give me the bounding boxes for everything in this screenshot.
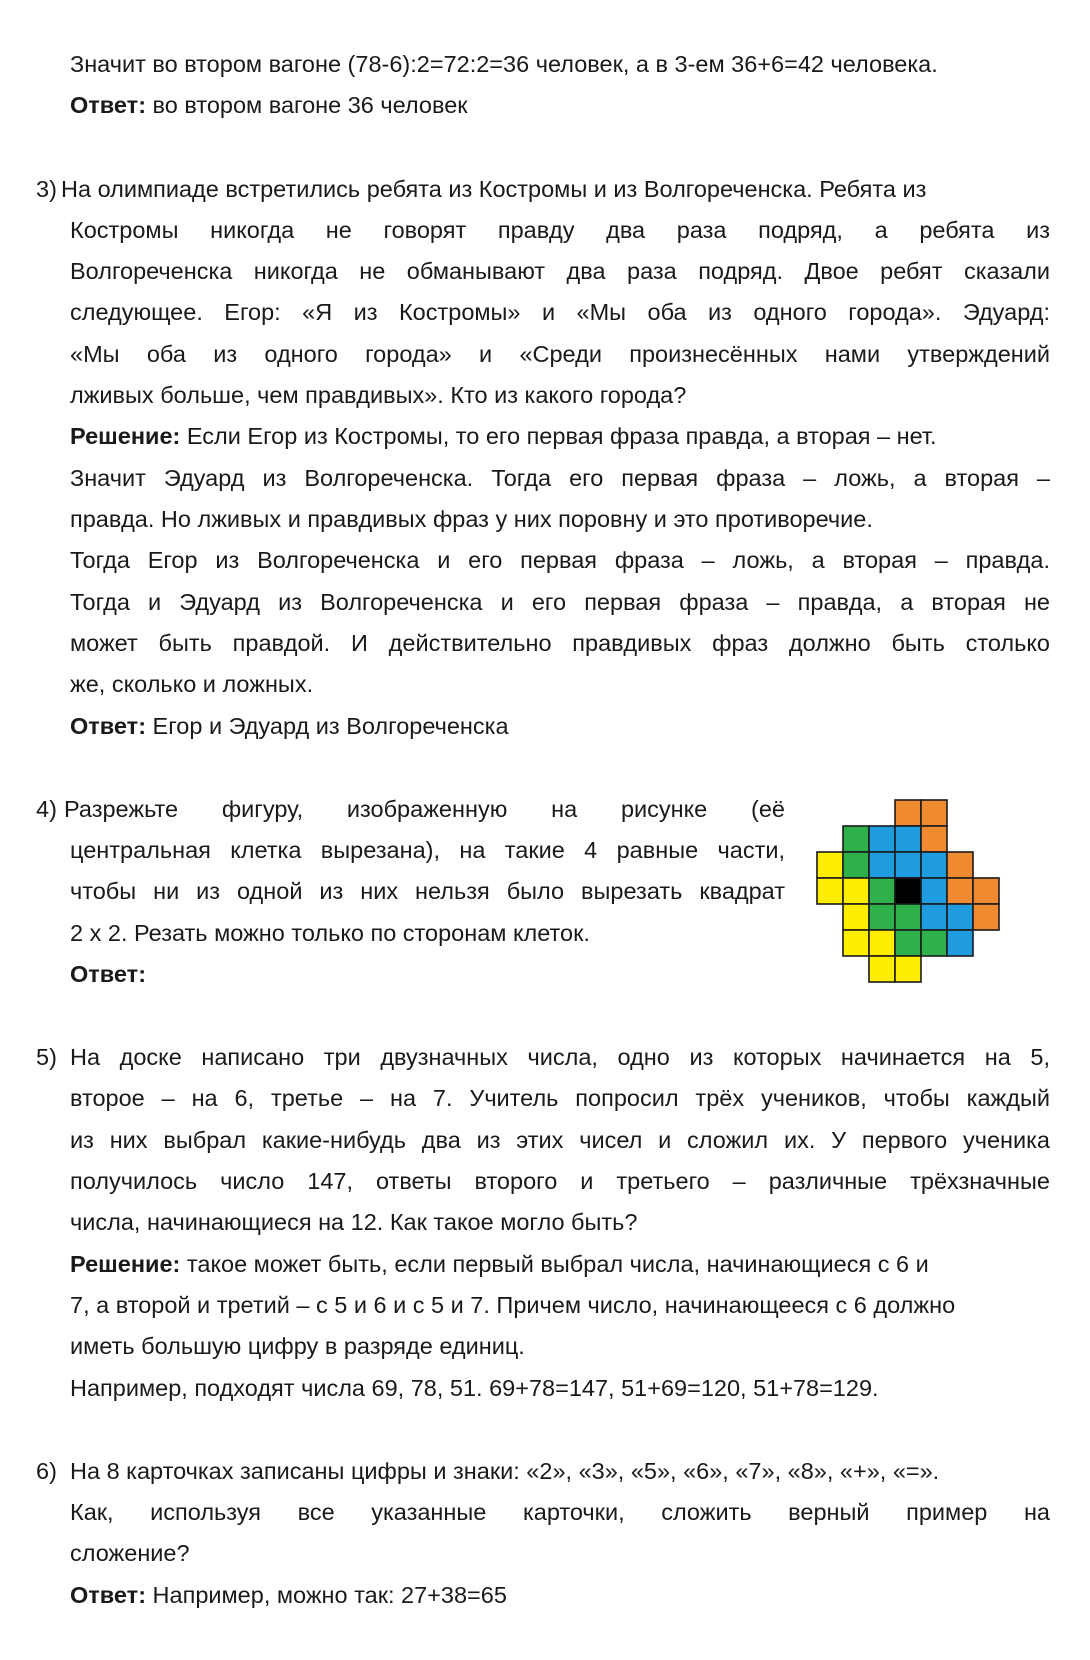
grid-cell — [843, 904, 869, 930]
problem-4-question-line: центральная клетка вырезана), на такие 4 равные части, — [70, 837, 785, 863]
grid-cell — [921, 930, 947, 956]
grid-cell — [869, 904, 895, 930]
grid-cell — [895, 852, 921, 878]
grid-cell — [843, 826, 869, 852]
problem-6-question-line: На 8 карточках записаны цифры и знаки: «2», «3», «5», «6», «7», «8», «+», «=». — [70, 1458, 940, 1484]
problem-3-number: 3) — [36, 176, 57, 202]
answer-label: Ответ: — [70, 1582, 147, 1608]
grid-cell — [921, 800, 947, 826]
problem-4-answer — [70, 954, 146, 995]
problem-3-question-line: Волгореченска никогда не обманывают два раза подряд. Двое ребят сказали — [70, 258, 1050, 284]
grid-cell — [843, 878, 869, 904]
grid-cell — [921, 904, 947, 930]
problem-6-number: 6) — [36, 1458, 57, 1484]
grid-cell — [869, 930, 895, 956]
answer-label: Ответ: — [70, 713, 147, 739]
grid-cell — [843, 930, 869, 956]
solution-label: Решение: — [70, 1251, 181, 1277]
problem-3-question-line: Костромы никогда не говорят правду два раза подряд, а ребята из — [70, 217, 1050, 243]
grid-cell — [947, 878, 973, 904]
problem-4-question-line: чтобы ни из одной из них нельзя было вырезать квадрат — [70, 878, 785, 904]
problem-3-solution-line: Тогда Егор из Волгореченска и его первая фраза – ложь, а вторая – правда. — [70, 547, 1050, 573]
problem-5-solution-line: Решение: такое может быть, если первый выбрал числа, начинающиеся с 6 и — [70, 1251, 929, 1277]
problem-5-question-line: получилось число 147, ответы второго и третьего – различные трёхзначные — [70, 1168, 1050, 1194]
grid-cell — [895, 826, 921, 852]
answer-label: Ответ: — [70, 961, 147, 987]
grid-cell — [895, 904, 921, 930]
problem-3-solution-line: Значит Эдуард из Волгореченска. Тогда его первая фраза – ложь, а вторая – — [70, 465, 1050, 491]
problem-5-solution-line: иметь большую цифру в разряде единиц. — [70, 1333, 525, 1359]
problem-5-solution-line: 7, а второй и третий – с 5 и 6 и с 5 и 7. Причем число, начинающееся с 6 должно — [70, 1292, 956, 1318]
grid-cell — [947, 904, 973, 930]
grid-cell — [895, 956, 921, 982]
grid-cell — [921, 878, 947, 904]
problem-3-solution-line: правда. Но лживых и правдивых фраз у них поровну и это противоречие. — [70, 506, 873, 532]
cell-figure — [815, 798, 1001, 984]
problem-4-question-line: 2 х 2. Резать можно только по сторонам клеток. — [70, 920, 590, 946]
problem-6-question-line: Как, используя все указанные карточки, сложить верный пример на — [70, 1499, 1050, 1525]
problem-5-question-line: из них выбрал какие-нибудь два из этих чисел и сложил их. У первого ученика — [70, 1127, 1050, 1153]
cut-out-cell — [895, 878, 921, 904]
grid-cell — [947, 930, 973, 956]
problem-5-question-line: второе – на 6, третье – на 7. Учитель попросил трёх учеников, чтобы каждый — [70, 1085, 1050, 1111]
grid-cell — [921, 852, 947, 878]
grid-cell — [947, 852, 973, 878]
problem-3-question-line: На олимпиаде встретились ребята из Костромы и из Волгореченска. Ребята из — [61, 176, 927, 202]
answer-text: Егор и Эдуард из Волгореченска — [146, 713, 509, 739]
problem-3-question-line: лживых больше, чем правдивых». Кто из какого города? — [70, 382, 687, 408]
grid-cell — [869, 852, 895, 878]
solution-label: Решение: — [70, 423, 181, 449]
problem-6-answer — [70, 1575, 507, 1616]
problem-3-solution-line: Решение: Если Егор из Костромы, то его первая фраза правда, а вторая – нет. — [70, 423, 937, 449]
problem-5-number: 5) — [36, 1044, 57, 1070]
problem-5-solution-line: Например, подходят числа 69, 78, 51. 69+78=147, 51+69=120, 51+78=129. — [70, 1375, 879, 1401]
problem-3-question-line: «Мы оба из одного города» и «Среди произнесённых нами утверждений — [70, 341, 1050, 367]
grid-cell — [817, 852, 843, 878]
problem-3-question-line: следующее. Егор: «Я из Костромы» и «Мы оба из одного города». Эдуард: — [70, 299, 1050, 325]
grid-cell — [895, 800, 921, 826]
grid-cell — [921, 826, 947, 852]
grid-cell — [973, 904, 999, 930]
grid-cell — [843, 852, 869, 878]
problem-4-number: 4) — [36, 796, 57, 822]
problem-3-solution-line: Тогда и Эдуард из Волгореченска и его первая фраза – правда, а вторая не — [70, 589, 1050, 615]
grid-cell — [817, 878, 843, 904]
grid-cell — [869, 956, 895, 982]
answer-text: во втором вагоне 36 человек — [146, 92, 468, 118]
problem-4-question-line: Разрежьте фигуру, изображенную на рисунке (её — [64, 796, 785, 822]
grid-cell — [869, 826, 895, 852]
intro-line: Значит во втором вагоне (78-6):2=72:2=36 человек, а в 3-ем 36+6=42 человека. — [70, 51, 938, 77]
grid-cell — [895, 930, 921, 956]
answer-label: Ответ: — [70, 92, 147, 118]
intro-answer — [70, 85, 468, 126]
problem-5-question-line: числа, начинающиеся на 12. Как такое могло быть? — [70, 1209, 638, 1235]
answer-text: Например, можно так: 27+38=65 — [146, 1582, 507, 1608]
problem-6-question-line: сложение? — [70, 1540, 190, 1566]
problem-3-answer — [70, 706, 509, 747]
problem-3-solution-line: же, сколько и ложных. — [70, 671, 314, 697]
problem-3-solution-line: может быть правдой. И действительно правдивых фраз должно быть столько — [70, 630, 1050, 656]
grid-cell — [869, 878, 895, 904]
grid-cell — [973, 878, 999, 904]
problem-5-question-line: На доске написано три двузначных числа, одно из которых начинается на 5, — [70, 1044, 1050, 1070]
